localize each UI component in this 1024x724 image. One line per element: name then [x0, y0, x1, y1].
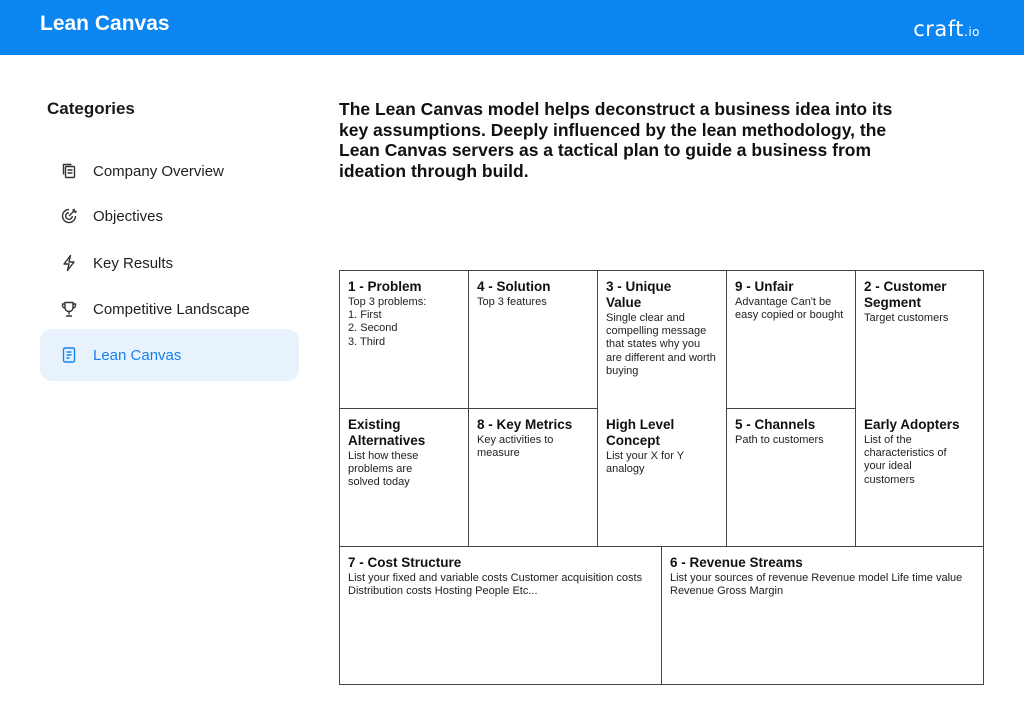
cell-title: 6 - Revenue Streams	[670, 555, 803, 570]
cell-unique-value[interactable]	[598, 271, 727, 409]
sidebar-item-label: Lean Canvas	[93, 346, 182, 364]
cell-desc: Key activities to measure	[477, 434, 554, 460]
cell-title: 8 - Key Metrics	[477, 417, 573, 432]
cell-title: Existing Alternatives	[348, 417, 426, 448]
cell-title: 4 - Solution	[477, 279, 551, 294]
cell-customer-segment[interactable]	[856, 271, 983, 409]
document-icon	[58, 344, 80, 366]
page-title: Lean Canvas	[40, 12, 170, 35]
cell-desc: Top 3 problems: 1. First 2. Second 3. Third	[348, 296, 427, 348]
cell-title: High Level Concept	[606, 417, 675, 448]
cell-desc: Top 3 features	[477, 296, 547, 308]
target-icon	[58, 205, 80, 227]
cell-title: 5 - Channels	[735, 417, 816, 432]
cell-existing-alternatives[interactable]	[340, 409, 469, 547]
header-bar	[0, 0, 1024, 55]
sidebar-item-label: Key Results	[93, 254, 174, 272]
sidebar-item-label: Competitive Landscape	[93, 300, 250, 318]
sidebar-item-competitive-landscape[interactable]	[40, 283, 299, 335]
logo-suffix: .io	[964, 25, 980, 39]
cell-desc: Path to customers	[735, 434, 824, 446]
sidebar-item-label: Company Overview	[93, 162, 224, 180]
cell-title: 1 - Problem	[348, 279, 422, 294]
cell-title: 2 - Customer Segment	[864, 279, 947, 310]
craft-logo[interactable]	[913, 17, 980, 41]
sidebar-title: Categories	[47, 99, 135, 118]
cell-title: Early Adopters	[864, 417, 960, 432]
lean-canvas-grid	[339, 270, 984, 685]
cell-channels[interactable]	[727, 409, 856, 547]
sidebar-item-key-results[interactable]	[40, 237, 299, 289]
cell-desc: List your fixed and variable costs Customer acquisition costs Distribution costs Hosting People Etc...	[348, 572, 643, 598]
sidebar-item-objectives[interactable]	[40, 190, 299, 242]
cell-desc: Target customers	[864, 312, 949, 324]
cell-high-level-concept[interactable]	[598, 409, 727, 547]
cell-desc: Advantage Can't be easy copied or bought	[735, 296, 844, 322]
cell-desc: Single clear and compelling message that states why you are different and worth buying	[606, 312, 716, 377]
sidebar-item-lean-canvas[interactable]	[40, 329, 299, 381]
cell-desc: List your X for Y analogy	[606, 450, 684, 476]
trophy-icon	[58, 298, 80, 320]
cell-early-adopters[interactable]	[856, 409, 983, 547]
logo-text: craft	[913, 17, 964, 41]
cell-desc: List how these problems are solved today	[348, 450, 419, 489]
cell-revenue-streams[interactable]	[662, 547, 983, 684]
cell-problem[interactable]	[340, 271, 469, 409]
cell-unfair-advantage[interactable]	[727, 271, 856, 409]
cell-title: 7 - Cost Structure	[348, 555, 462, 570]
cell-solution[interactable]	[469, 271, 598, 409]
lightning-icon	[58, 252, 80, 274]
cell-title: 9 - Unfair	[735, 279, 794, 294]
cell-key-metrics[interactable]	[469, 409, 598, 547]
intro-text: The Lean Canvas model helps deconstruct a business idea into its key assumptions. Deeply influenced by the lean methodology, the Lean Canvas servers as a tactical plan to guide a business from ideation through build.	[339, 99, 893, 181]
cell-desc: List of the characteristics of your ideal customers	[864, 434, 947, 486]
cell-desc: List your sources of revenue Revenue model Life time value Revenue Gross Margin	[670, 572, 963, 598]
sidebar-item-label: Objectives	[93, 207, 164, 225]
cell-title: 3 - Unique Value	[606, 279, 672, 310]
copy-icon	[58, 160, 80, 182]
cell-cost-structure[interactable]	[340, 547, 662, 684]
